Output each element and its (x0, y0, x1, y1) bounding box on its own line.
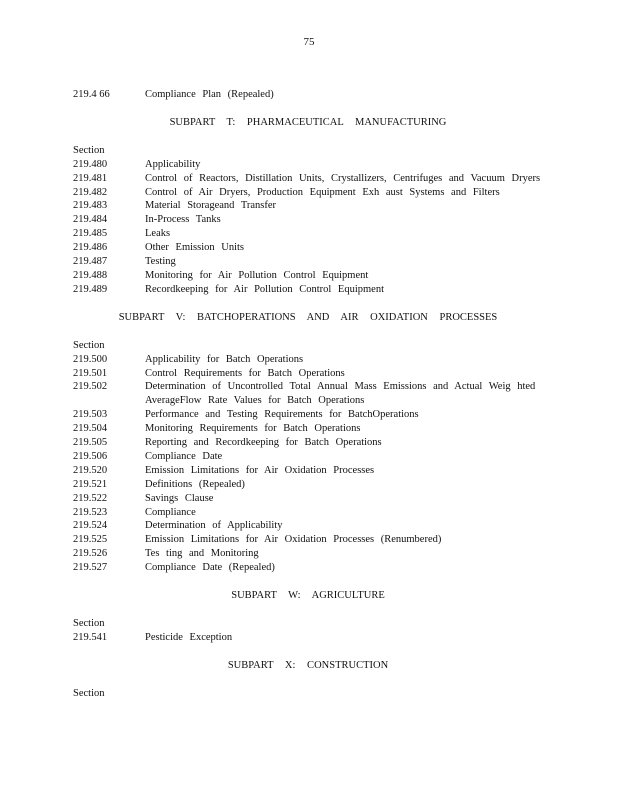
section-number: 219.501 (73, 367, 108, 379)
section-number: 219.521 (73, 478, 108, 490)
toc-entry (73, 450, 543, 464)
section-title: In-Process Tanks (145, 214, 221, 226)
section-number: 219.506 (73, 450, 108, 462)
section-number: 219.484 (73, 214, 108, 226)
toc-entry (73, 408, 543, 422)
section-number: 219.526 (73, 548, 108, 560)
section-number: 219.524 (73, 520, 108, 532)
section-number: 219.488 (73, 269, 108, 281)
section-title: Monitoring Requirements for Batch Operations (145, 423, 361, 435)
section-title: Control Requirements for Batch Operations (145, 367, 345, 379)
section-number: 219.502 (73, 381, 108, 393)
subpart-v (73, 311, 543, 575)
subpart-heading: SUBPART X: CONSTRUCTION (227, 659, 389, 671)
toc-entry (73, 464, 543, 478)
section-title: Compliance (145, 506, 196, 518)
section-title: Determination of Uncontrolled Total Annual Mass Emissions and Actual Weig hted AverageFlow Rate Values for Batch Operations (145, 381, 536, 407)
section-number: 219.504 (73, 423, 108, 435)
subpart-w (73, 589, 543, 645)
subpart-heading: SUBPART T: PHARMACEUTICAL MANUFACTURING (169, 116, 447, 128)
section-title: Compliance Date (145, 450, 223, 462)
section-number: 219.485 (73, 228, 108, 240)
subpart-heading: SUBPART W: AGRICULTURE (231, 590, 385, 602)
section-number: 219.481 (73, 172, 108, 184)
toc-entry (73, 88, 543, 102)
section-number: 219.520 (73, 464, 108, 476)
section-label: Section (73, 618, 105, 629)
toc-entry (73, 367, 543, 381)
section-title: Reporting and Recordkeeping for Batch Operations (145, 437, 382, 449)
toc-entry (73, 199, 543, 213)
section-title: Other Emission Units (145, 242, 244, 254)
section-title: Material Storageand Transfer (145, 200, 277, 212)
toc-entry (73, 506, 543, 520)
section-number: 219.500 (73, 353, 108, 365)
toc-entry (73, 547, 543, 561)
toc-entry (73, 492, 543, 506)
subpart-t (73, 116, 543, 297)
toc-entry (73, 241, 543, 255)
section-title: Compliance Date (Repealed) (145, 562, 275, 574)
section-number: 219.487 (73, 256, 108, 268)
toc-entry (73, 380, 543, 408)
section-number: 219.489 (73, 283, 108, 295)
section-number: 219.480 (73, 158, 108, 170)
section-number: 219.505 (73, 437, 108, 449)
section-title: Pesticide Exception (145, 631, 233, 643)
section-number: 219.523 (73, 506, 108, 518)
section-title: Determination of Applicability (145, 520, 283, 532)
toc-entry (73, 561, 543, 575)
toc-entry (73, 353, 543, 367)
page-number: 75 (303, 36, 315, 48)
section-title: Emission Limitations for Air Oxidation Processes (145, 464, 375, 476)
section-title: Applicability (145, 158, 201, 170)
section-title: Tes ting and Monitoring (145, 548, 259, 560)
section-title: Performance and Testing Requirements for BatchOperations (145, 409, 419, 421)
section-number: 219.525 (73, 534, 108, 546)
section-title: Compliance Plan (Repealed) (145, 89, 274, 100)
toc-entry (73, 186, 543, 200)
section-title: Testing (145, 256, 176, 268)
section-number: 219.4 66 (73, 89, 110, 100)
toc-entry (73, 172, 543, 186)
section-title: Control of Reactors, Distillation Units, Crystallizers, Centrifuges and Vacuum Dryers (145, 172, 541, 184)
section-number: 219.482 (73, 186, 108, 198)
toc-entry (73, 436, 543, 450)
section-title: Leaks (145, 228, 171, 240)
toc-entry (73, 255, 543, 269)
section-title: Control of Air Dryers, Production Equipment Exh aust Systems and Filters (145, 186, 500, 198)
section-title: Applicability for Batch Operations (145, 353, 304, 365)
section-number: 219.486 (73, 242, 108, 254)
toc-entry (73, 269, 543, 283)
section-title: Recordkeeping for Air Pollution Control Equipment (145, 283, 385, 295)
toc-entry (73, 478, 543, 492)
toc-entry (73, 422, 543, 436)
section-number: 219.527 (73, 562, 108, 574)
toc-entry (73, 227, 543, 241)
subpart-x (73, 659, 543, 701)
section-title: Emission Limitations for Air Oxidation Processes (Renumbered) (145, 534, 442, 546)
table-of-contents (73, 88, 543, 701)
section-number: 219.503 (73, 409, 108, 421)
section-label: Section (73, 339, 105, 351)
subpart-heading: SUBPART V: BATCHOPERATIONS AND AIR OXIDATION PROCESSES (118, 311, 498, 323)
section-label: Section (73, 687, 105, 699)
section-title: Monitoring for Air Pollution Control Equipment (145, 269, 369, 281)
section-number: 219.541 (73, 631, 108, 643)
section-number: 219.522 (73, 492, 108, 504)
section-title: Savings Clause (145, 492, 214, 504)
section-number: 219.483 (73, 200, 108, 212)
toc-entry (73, 631, 543, 645)
toc-entry (73, 519, 543, 533)
toc-entry (73, 158, 543, 172)
toc-entry (73, 213, 543, 227)
toc-entry (73, 283, 543, 297)
section-title: Definitions (Repealed) (145, 478, 245, 490)
section-label: Section (73, 144, 105, 156)
toc-entry (73, 533, 543, 547)
